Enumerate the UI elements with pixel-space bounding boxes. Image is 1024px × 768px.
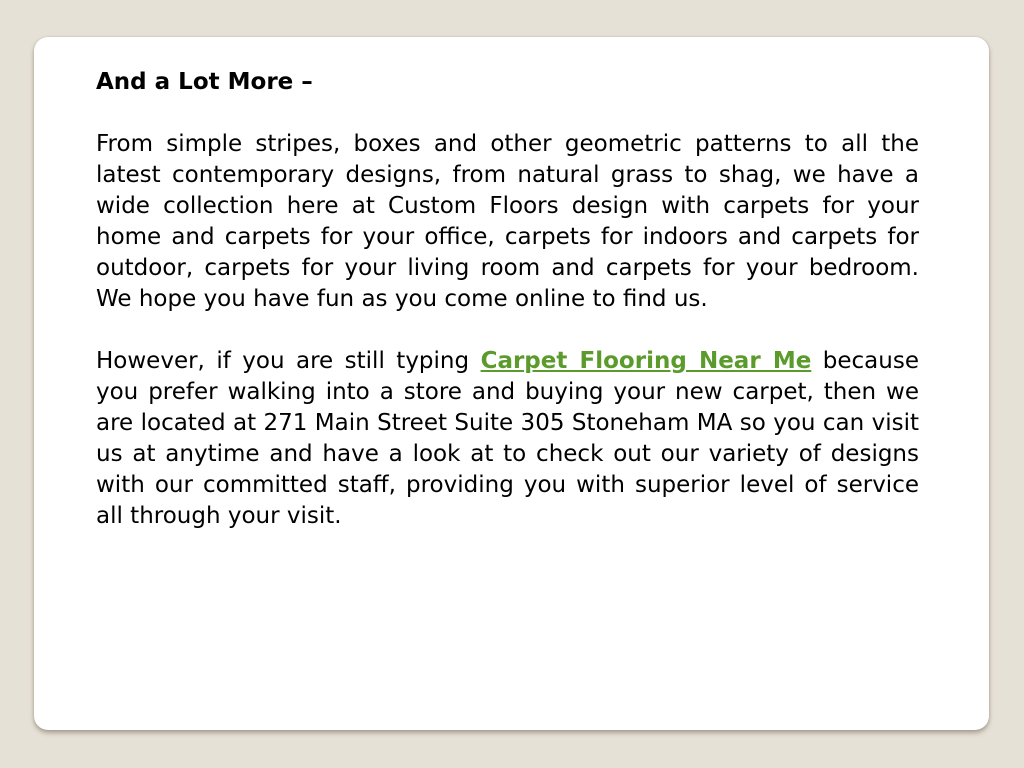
paragraph-location <box>96 346 919 532</box>
paragraph-location-body: because you prefer walking into a store and buying your new carpet, then we are located at 271 Main Street Suite 305 Stoneham MA so you can visit us at anytime and have a look at to check out our variety of designs with our committed staff, providing you with superior level of service all through your visit. <box>96 348 919 529</box>
slide-content <box>96 67 919 563</box>
paragraph-location-intro: However, if you are still typing <box>96 348 481 374</box>
paragraph-collection: From simple stripes, boxes and other geometric patterns to all the latest contemporary designs, from natural grass to shag, we have a wide collection here at Custom Floors design with carpets for your home and carpets for your office, carpets for indoors and carpets for outdoor, carpets for your living room and carpets for your bedroom. We hope you have fun as you come online to find us. <box>96 131 919 312</box>
carpet-flooring-link[interactable]: Carpet Flooring Near Me <box>480 348 812 374</box>
slide-card <box>34 37 989 730</box>
slide-heading: And a Lot More – <box>96 69 313 95</box>
